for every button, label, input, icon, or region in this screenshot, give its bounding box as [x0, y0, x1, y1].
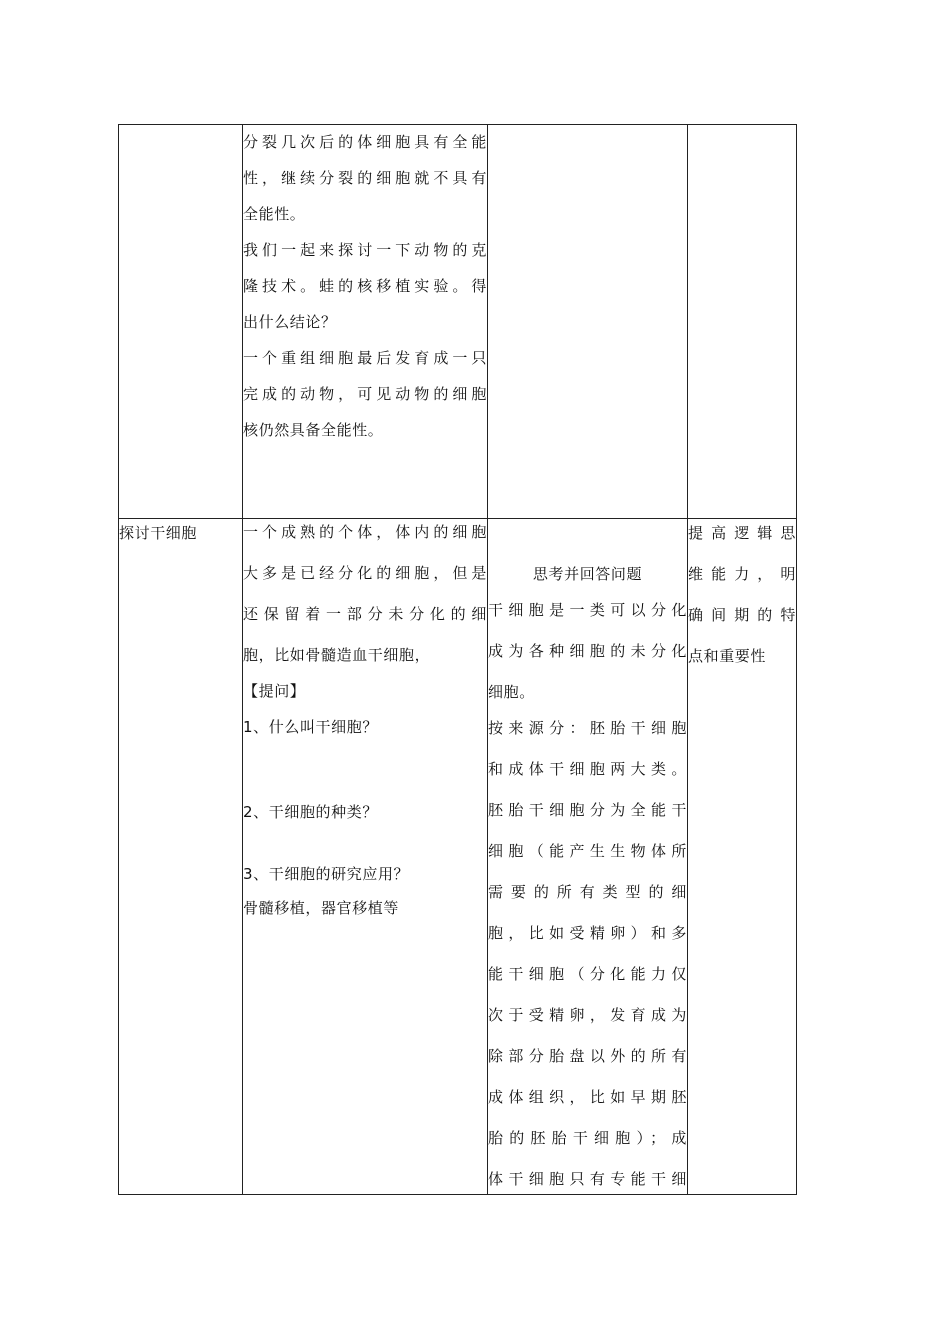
table-row [119, 125, 797, 519]
text-line: 胞，比如受精卵）和多 [488, 924, 687, 942]
row1-design-intent-cell [688, 125, 797, 519]
text-line: 细胞（能产生生物体所 [488, 842, 687, 860]
row1-student-activity-cell [488, 125, 688, 519]
text-line: 点和重要性 [688, 647, 767, 665]
text-line: 我们一起来探讨一下动物的克 [243, 241, 487, 259]
text-line: 细胞。 [488, 683, 535, 701]
text-line: 需要的所有类型的细 [488, 883, 687, 901]
answer-3: 骨髓移植，器官移植等 [243, 899, 400, 917]
row2-teacher-activity-cell [243, 519, 488, 1195]
student-heading: 思考并回答问题 [532, 565, 643, 583]
text-line: 干细胞是一类可以分化 [488, 601, 687, 619]
question-3: 3、干细胞的研究应用？ [243, 865, 410, 883]
topic-label: 探讨干细胞 [119, 524, 198, 542]
text-line: 和成体干细胞两大类。 [488, 760, 687, 778]
text-line: 提高逻辑思 [688, 524, 796, 542]
row2-design-intent-cell [688, 519, 797, 1195]
text-line: 胎的胚胎干细胞）；成 [488, 1129, 687, 1147]
text-line: 性，继续分裂的细胞就不具有 [243, 169, 487, 187]
text-line: 能干细胞（分化能力仅 [488, 965, 687, 983]
text-line: 还保留着一部分未分化的细 [243, 605, 487, 623]
text-line: 出什么结论？ [243, 313, 337, 331]
row2-topic-cell [119, 519, 243, 1195]
text-line: 隆技术。蛙的核移植实验。得 [243, 277, 487, 295]
text-line: 核仍然具备全能性。 [243, 421, 384, 439]
text-line: 胚胎干细胞分为全能干 [488, 801, 687, 819]
text-line: 一个成熟的个体，体内的细胞 [243, 523, 487, 541]
text-line: 成体组织，比如早期胚 [488, 1088, 687, 1106]
text-line: 分裂几次后的体细胞具有全能 [243, 133, 487, 151]
row1-topic-cell [119, 125, 243, 519]
text-line: 完成的动物，可见动物的细胞 [243, 385, 487, 403]
text-line: 体干细胞只有专能干细 [488, 1170, 687, 1188]
text-line: 确间期的特 [688, 606, 796, 624]
text-line: 一个重组细胞最后发育成一只 [243, 349, 487, 367]
text-line: 全能性。 [243, 205, 306, 223]
text-line: 按来源分：胚胎干细胞 [488, 719, 687, 737]
text-line: 维能力，明 [688, 565, 796, 583]
row1-teacher-activity-text [243, 124, 487, 448]
row1-teacher-activity-cell [243, 125, 488, 519]
table-row [119, 519, 797, 1195]
question-2: 2、干细胞的种类？ [243, 803, 378, 821]
lesson-plan-table [118, 124, 797, 1195]
text-line: 除部分胎盘以外的所有 [488, 1047, 687, 1065]
text-line: 次于受精卵，发育成为 [488, 1006, 687, 1024]
text-line: 成为各种细胞的未分化 [488, 642, 687, 660]
text-line: 胞，比如骨髓造血干细胞， [243, 646, 431, 664]
prompt-label: 【提问】 [243, 682, 306, 700]
row2-student-activity-cell [488, 519, 688, 1195]
question-1: 1、什么叫干细胞？ [243, 718, 378, 736]
text-line: 大多是已经分化的细胞，但是 [243, 564, 487, 582]
